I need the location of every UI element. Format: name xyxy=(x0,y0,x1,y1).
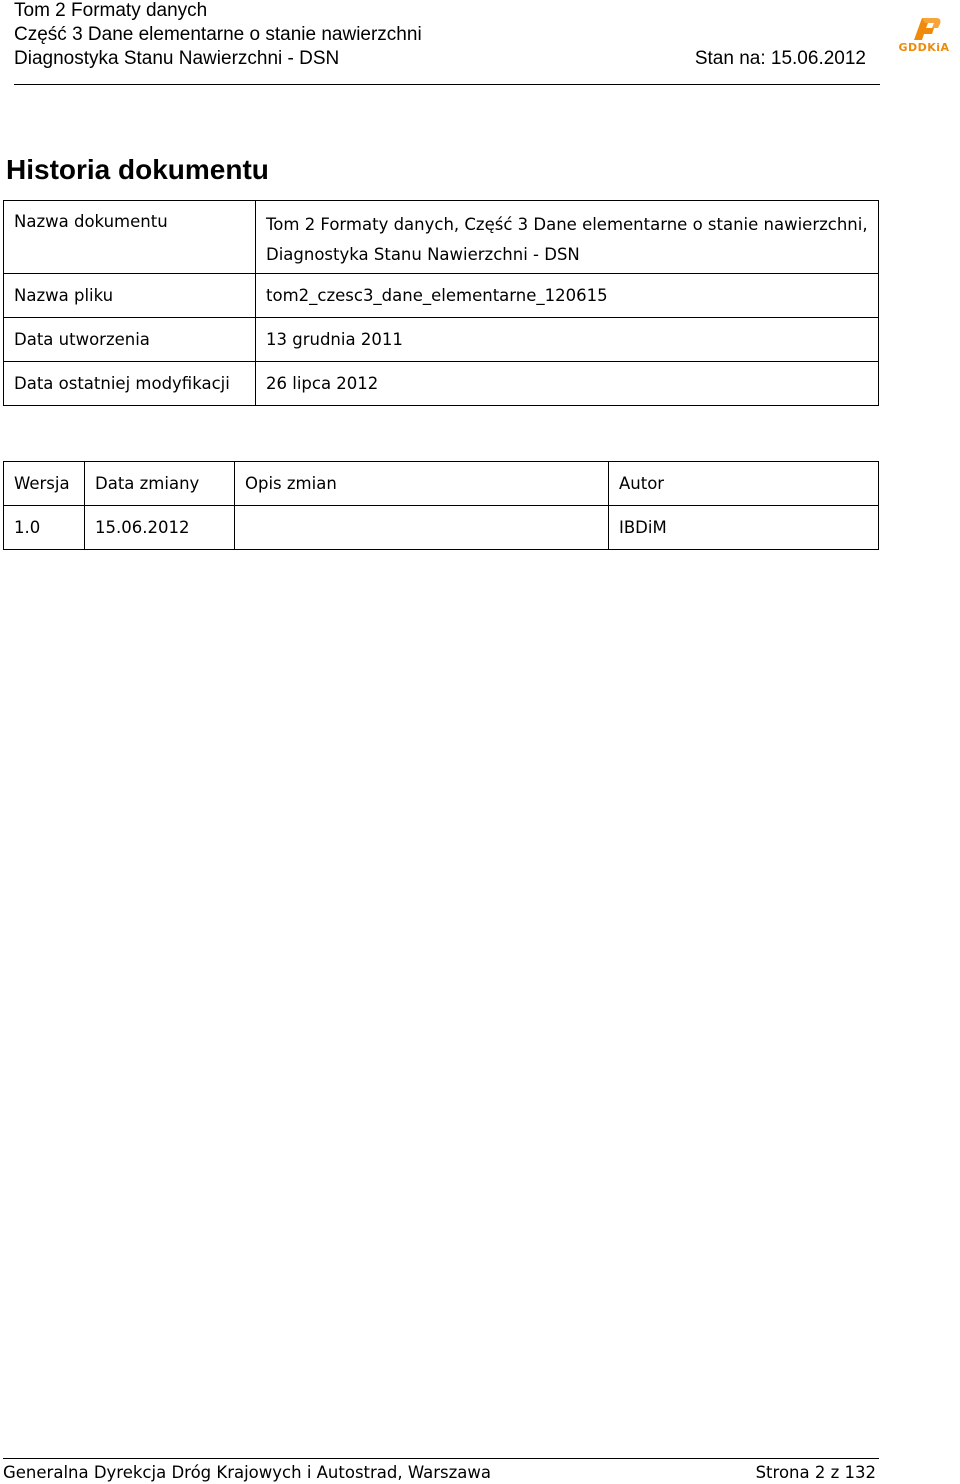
logo-text: GDDKiA xyxy=(898,41,950,54)
info-value: tom2_czesc3_dane_elementarne_120615 xyxy=(256,274,879,318)
column-header-change-date: Data zmiany xyxy=(85,462,235,506)
info-value: Tom 2 Formaty danych, Część 3 Dane elementarne o stanie nawierzchni, Diagnostyka Stanu Nawierzchni - DSN xyxy=(256,201,879,274)
header-status-date: Stan na: 15.06.2012 xyxy=(694,48,866,69)
info-key: Nazwa pliku xyxy=(4,274,256,318)
cell-version: 1.0 xyxy=(4,506,85,550)
cell-change-description xyxy=(235,506,609,550)
table-row xyxy=(4,362,879,406)
table-row xyxy=(4,506,879,550)
header-volume-title: Tom 2 Formaty danych xyxy=(14,0,208,21)
footer-organization: Generalna Dyrekcja Dróg Krajowych i Autostrad, Warszawa xyxy=(3,1463,492,1482)
cell-change-date: 15.06.2012 xyxy=(85,506,235,550)
column-header-version: Wersja xyxy=(4,462,85,506)
info-key: Nazwa dokumentu xyxy=(4,201,256,274)
info-value: 13 grudnia 2011 xyxy=(256,318,879,362)
document-info-table xyxy=(3,200,879,406)
info-key: Data ostatniej modyfikacji xyxy=(4,362,256,406)
info-value: 26 lipca 2012 xyxy=(256,362,879,406)
column-header-change-description: Opis zmian xyxy=(235,462,609,506)
page-number: Strona 2 z 132 xyxy=(755,1463,876,1482)
table-row xyxy=(4,201,879,274)
cell-author: IBDiM xyxy=(609,506,879,550)
page-footer xyxy=(3,1458,879,1483)
column-header-author: Autor xyxy=(609,462,879,506)
header-part-title: Część 3 Dane elementarne o stanie nawierzchni xyxy=(14,24,422,45)
table-header-row xyxy=(4,462,879,506)
version-history-table xyxy=(3,461,879,550)
info-key: Data utworzenia xyxy=(4,318,256,362)
table-row xyxy=(4,318,879,362)
header-section-title: Diagnostyka Stanu Nawierzchni - DSN xyxy=(14,48,340,69)
page-header xyxy=(14,0,880,85)
page-title: Historia dokumentu xyxy=(6,154,269,185)
road-logo-icon xyxy=(892,14,956,42)
table-row xyxy=(4,274,879,318)
gddkia-logo xyxy=(892,14,956,58)
